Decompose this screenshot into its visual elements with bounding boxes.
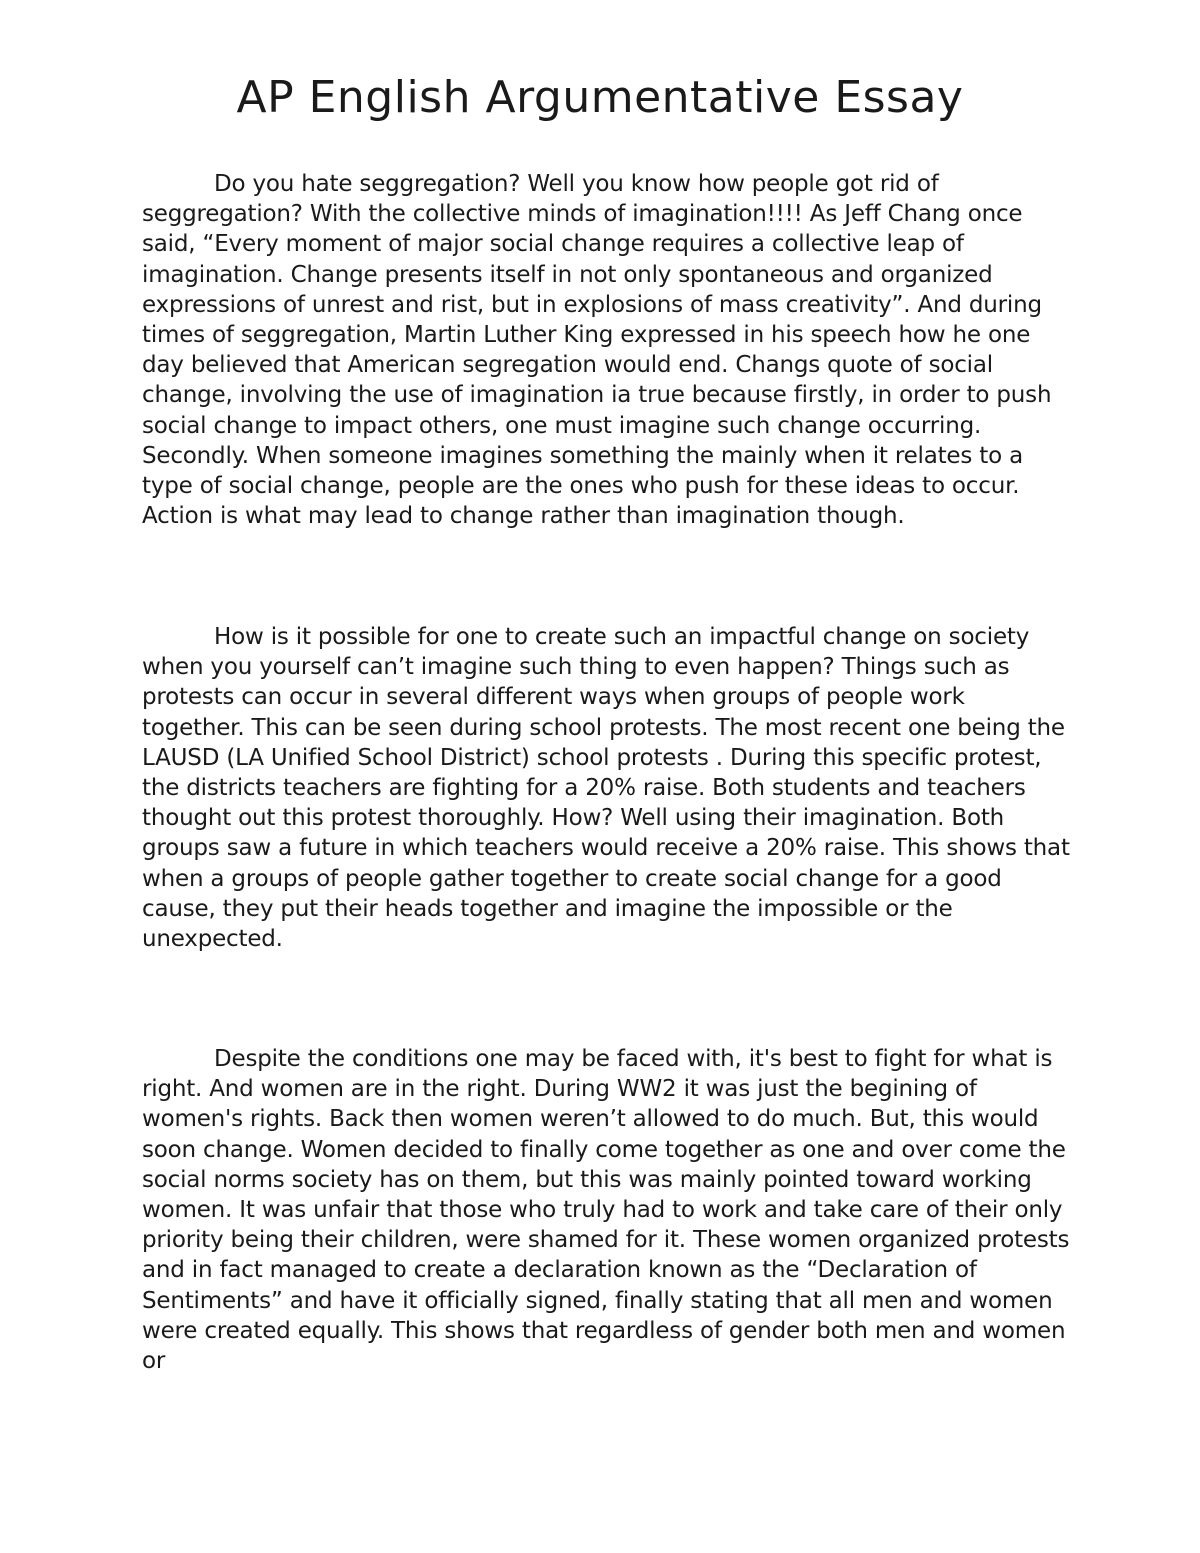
essay-title: AP English Argumentative Essay [236,72,964,123]
paragraph-3: Despite the conditions one may be faced with, it's best to fight for what is right. And women are in the right. During WW2 it was just the begining of women's rights. Back then women weren’t allowed to do much. But, this would soon change. Women decided to finally come together as one and over come the social norms society has on them, but this was mainly pointed toward working women. It was unfair that those who truly had to work and take care of their only priority being their children, were shamed for it. These women organized protests and in fact managed to create a declaration known as the “Declaration of Sentiments” and have it officially signed, finally stating that all men and women were created equally. This shows that regardless of gender both men and women or [142,1046,1070,1375]
paragraph-1: Do you hate seggregation? Well you know how people got rid of seggregation? With the collective minds of imagination!!!! As Jeff Chang once said, “Every moment of major social change requires a collective leap of imagination. Change presents itself in not only spontaneous and organized expressions of unrest and rist, but in explosions of mass creativity”. And during times of seggregation, Martin Luther King expressed in his speech how he one day believed that American segregation would end. Changs quote of social change, involving the use of imagination ia true because firstly, in order to push social change to impact others, one must imagine such change occurring. Secondly. When someone imagines something the mainly when it relates to a type of social change, people are the ones who push for these ideas to occur. Action is what may lead to change rather than imagination though. [142,171,1052,530]
paragraph-2: How is it possible for one to create such an impactful change on society when you yourself can’t imagine such thing to even happen? Things such as protests can occur in several different ways when groups of people work together. This can be seen during school protests. The most recent one being the LAUSD (LA Unified School District) school protests . During this specific protest, the districts teachers are fighting for a 20% raise. Both students and teachers thought out this protest thoroughly. How? Well using their imagination. Both groups saw a future in which teachers would receive a 20% raise. This shows that when a groups of people gather together to create social change for a good cause, they put their heads together and imagine the impossible or the unexpected. [142,624,1070,953]
